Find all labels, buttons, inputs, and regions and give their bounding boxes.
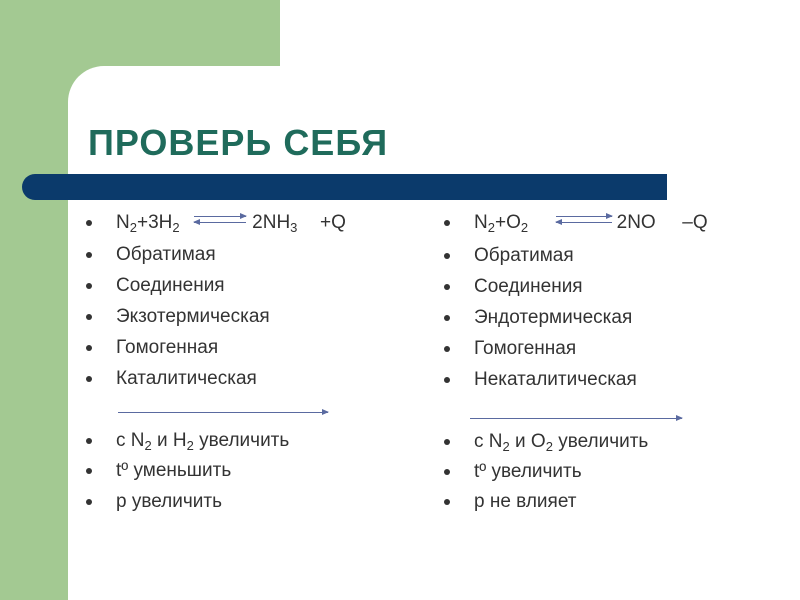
bullet-icon [444,346,450,352]
bullet-icon [444,377,450,383]
bullet-icon [86,345,92,351]
left-equation: $N_2+3H_2$ $2NH_3 +Q$ [116,212,346,235]
bullet-icon [86,283,92,289]
forward-arrow-icon [194,216,246,217]
bullet-icon [444,439,450,445]
bullet-icon [444,499,450,505]
forward-arrow-icon [556,216,612,217]
shift-arrow-icon [118,412,328,413]
bullet-icon [86,438,92,444]
right-equation: $N_2+O_2$ 2NO –Q [474,212,708,235]
bullet-icon [444,469,450,475]
bullet-icon [444,315,450,321]
reverse-arrow-icon [194,222,246,223]
title-underline-bar [22,174,667,200]
shift-arrow-icon [470,418,682,419]
bullet-icon [86,252,92,258]
bullet-icon [86,499,92,505]
bullet-icon [86,376,92,382]
bullet-icon [86,220,92,226]
slide-title: ПРОВЕРЬ СЕБЯ [88,122,389,163]
bullet-icon [444,253,450,259]
reverse-arrow-icon [556,222,612,223]
bullet-icon [444,220,450,226]
bullet-icon [86,314,92,320]
bullet-icon [86,468,92,474]
bullet-icon [444,284,450,290]
